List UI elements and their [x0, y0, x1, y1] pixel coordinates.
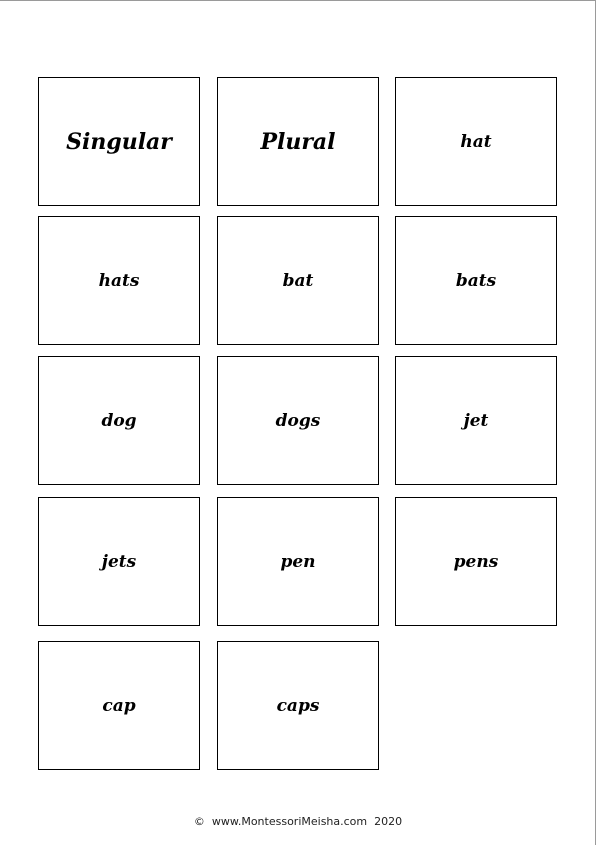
- card-plural-header: [217, 77, 379, 206]
- word-card: [38, 497, 200, 626]
- word-card: [217, 216, 379, 345]
- footer-copyright: [0, 815, 596, 828]
- card-label: jet: [463, 410, 489, 431]
- footer-text: www.MontessoriMeisha.com 2020: [211, 815, 403, 828]
- word-card: [395, 356, 557, 485]
- word-card: [38, 216, 200, 345]
- card-label: Singular: [66, 128, 172, 155]
- card-label: hats: [98, 270, 140, 291]
- card-label: caps: [276, 695, 320, 716]
- card-label: dogs: [275, 410, 321, 431]
- card-label: cap: [102, 695, 136, 716]
- card-label: pen: [280, 551, 316, 572]
- word-card: [395, 77, 557, 206]
- copyright-icon: ©: [193, 815, 205, 828]
- card-label: dog: [101, 410, 137, 431]
- word-card: [38, 641, 200, 770]
- card-label: Plural: [260, 128, 336, 155]
- word-card: [395, 216, 557, 345]
- card-label: pens: [453, 551, 499, 572]
- card-singular-header: [38, 77, 200, 206]
- word-card: [217, 641, 379, 770]
- card-label: bat: [282, 270, 314, 291]
- word-card: [217, 356, 379, 485]
- card-label: bats: [455, 270, 497, 291]
- word-card: [38, 356, 200, 485]
- card-label: hat: [460, 131, 492, 152]
- card-label: jets: [101, 551, 137, 572]
- word-card: [217, 497, 379, 626]
- word-card: [395, 497, 557, 626]
